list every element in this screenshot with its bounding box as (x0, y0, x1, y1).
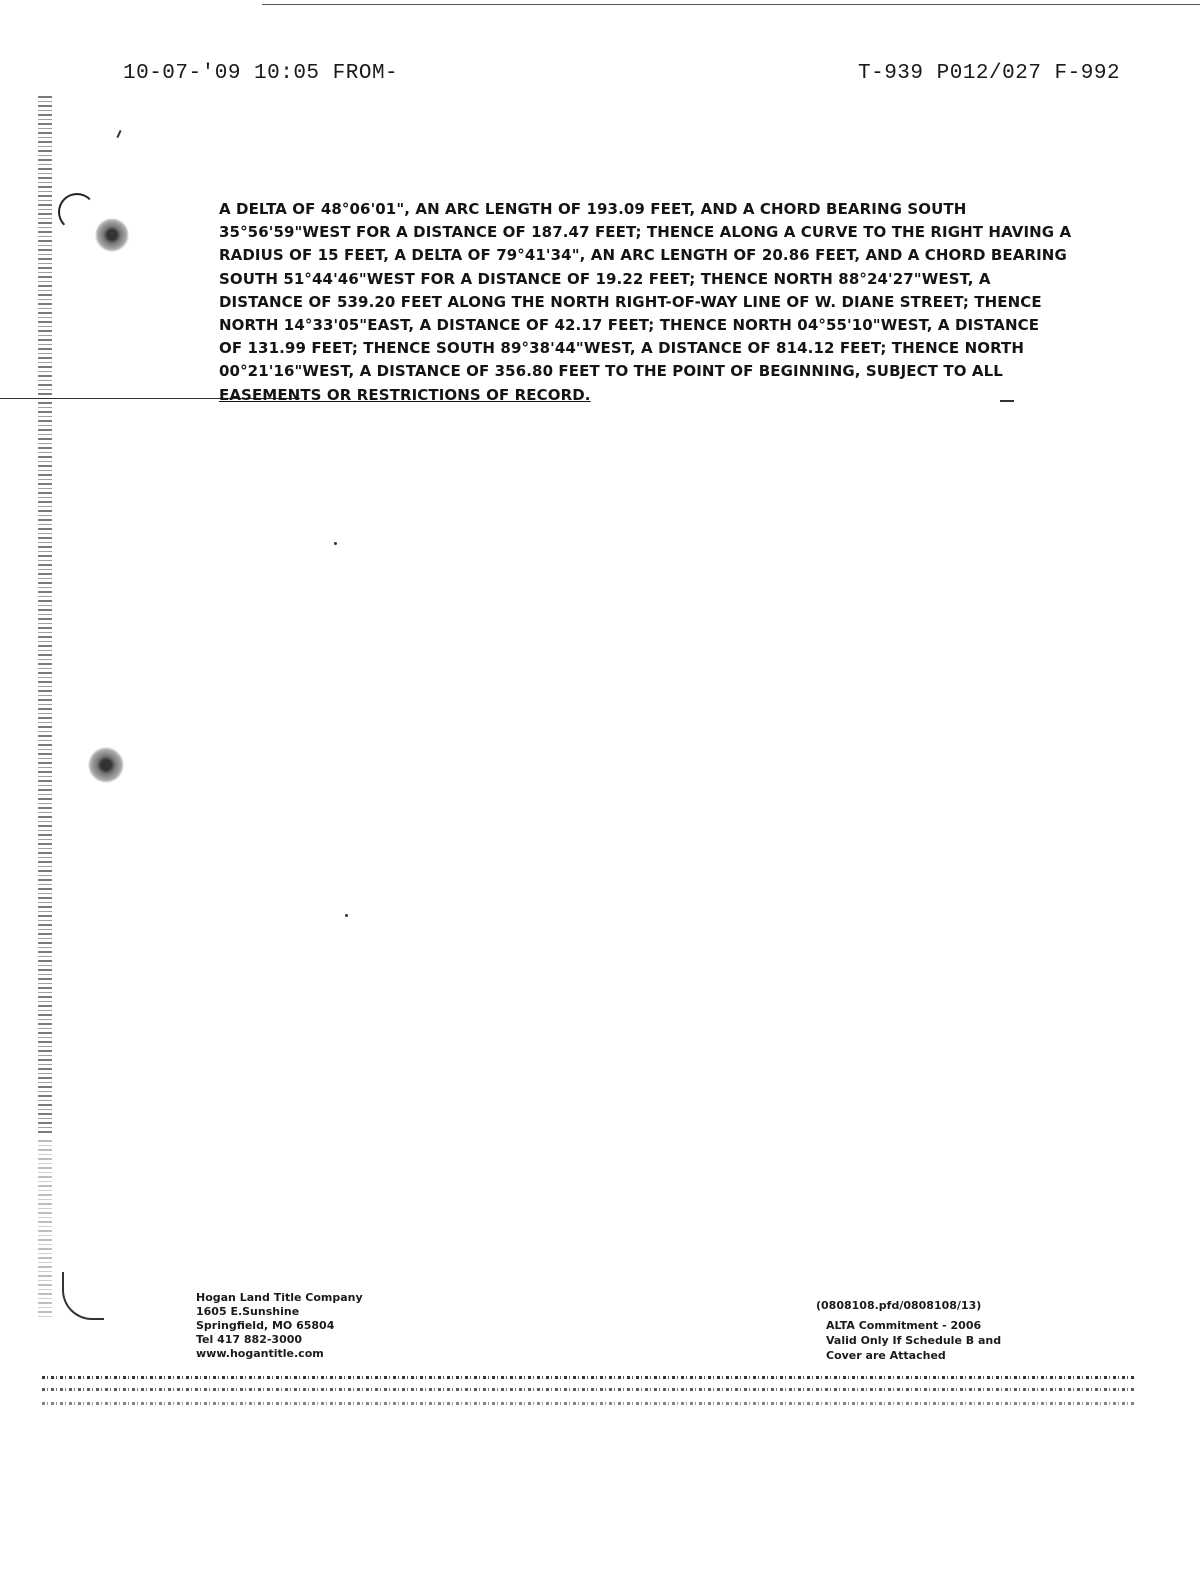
left-edge-scan-noise (38, 96, 52, 1136)
punch-hole-mark-top (95, 218, 129, 252)
left-edge-scan-noise-lower (38, 1140, 52, 1320)
legal-line-5: DISTANCE OF 539.20 FEET ALONG THE NORTH RIGHT-OF-WAY LINE OF W. DIANE STREET; THENCE (219, 292, 1042, 311)
stray-dot (345, 914, 348, 917)
stray-tick-mark (116, 130, 121, 138)
footer-noise-band-2 (42, 1388, 1134, 1391)
company-name: Hogan Land Title Company (196, 1291, 363, 1304)
legal-line-9: EASEMENTS OR RESTRICTIONS OF RECORD. (219, 385, 591, 404)
legal-description (219, 198, 1072, 407)
legal-line-2: 35°56'59"WEST FOR A DISTANCE OF 187.47 FEET; THENCE ALONG A CURVE TO THE RIGHT HAVING A (219, 223, 1072, 242)
legal-line-1: A DELTA OF 48°06'01", AN ARC LENGTH OF 193.09 FEET, AND A CHORD BEARING SOUTH (219, 200, 967, 218)
file-reference: (0808108.pfd/0808108/13) (816, 1299, 982, 1312)
punch-hole-mark-middle (88, 747, 124, 783)
stray-dot (334, 542, 337, 545)
company-street: 1605 E.Sunshine (196, 1305, 300, 1318)
fax-header-page-info: T-939 P012/027 F-992 (858, 62, 1121, 85)
fax-header-date-from: 10-07-'09 10:05 FROM- (123, 62, 399, 85)
validity-note-line-2: Cover are Attached (826, 1349, 946, 1362)
company-website: www.hogantitle.com (196, 1347, 324, 1360)
legal-line-3: RADIUS OF 15 FEET, A DELTA OF 79°41'34", AN ARC LENGTH OF 20.86 FEET, AND A CHORD BEARING (219, 246, 1067, 265)
legal-line-6: NORTH 14°33'05"EAST, A DISTANCE OF 42.17 FEET; THENCE NORTH 04°55'10"WEST, A DISTANCE (219, 316, 1040, 335)
footer-noise-band-3 (42, 1402, 1134, 1405)
validity-note-line-1: Valid Only If Schedule B and (826, 1334, 1002, 1347)
scribble-mark (62, 1272, 104, 1320)
legal-line-7: OF 131.99 FEET; THENCE SOUTH 89°38'44"WEST, A DISTANCE OF 814.12 FEET; THENCE NORTH (219, 339, 1025, 358)
commitment-info-block (816, 1298, 1001, 1363)
legal-line-8: 00°21'16"WEST, A DISTANCE OF 356.80 FEET TO THE POINT OF BEGINNING, SUBJECT TO ALL (219, 362, 1003, 381)
legal-line-4: SOUTH 51°44'46"WEST FOR A DISTANCE OF 19.22 FEET; THENCE NORTH 88°24'27"WEST, A (219, 269, 991, 288)
company-phone: Tel 417 882-3000 (196, 1333, 303, 1346)
top-edge-line (262, 4, 1200, 5)
binder-hole-arc (58, 193, 96, 231)
alta-commitment: ALTA Commitment - 2006 (826, 1319, 982, 1332)
footer-noise-band-1 (42, 1376, 1134, 1379)
company-address-block (196, 1291, 363, 1361)
company-city: Springfield, MO 65804 (196, 1319, 335, 1332)
